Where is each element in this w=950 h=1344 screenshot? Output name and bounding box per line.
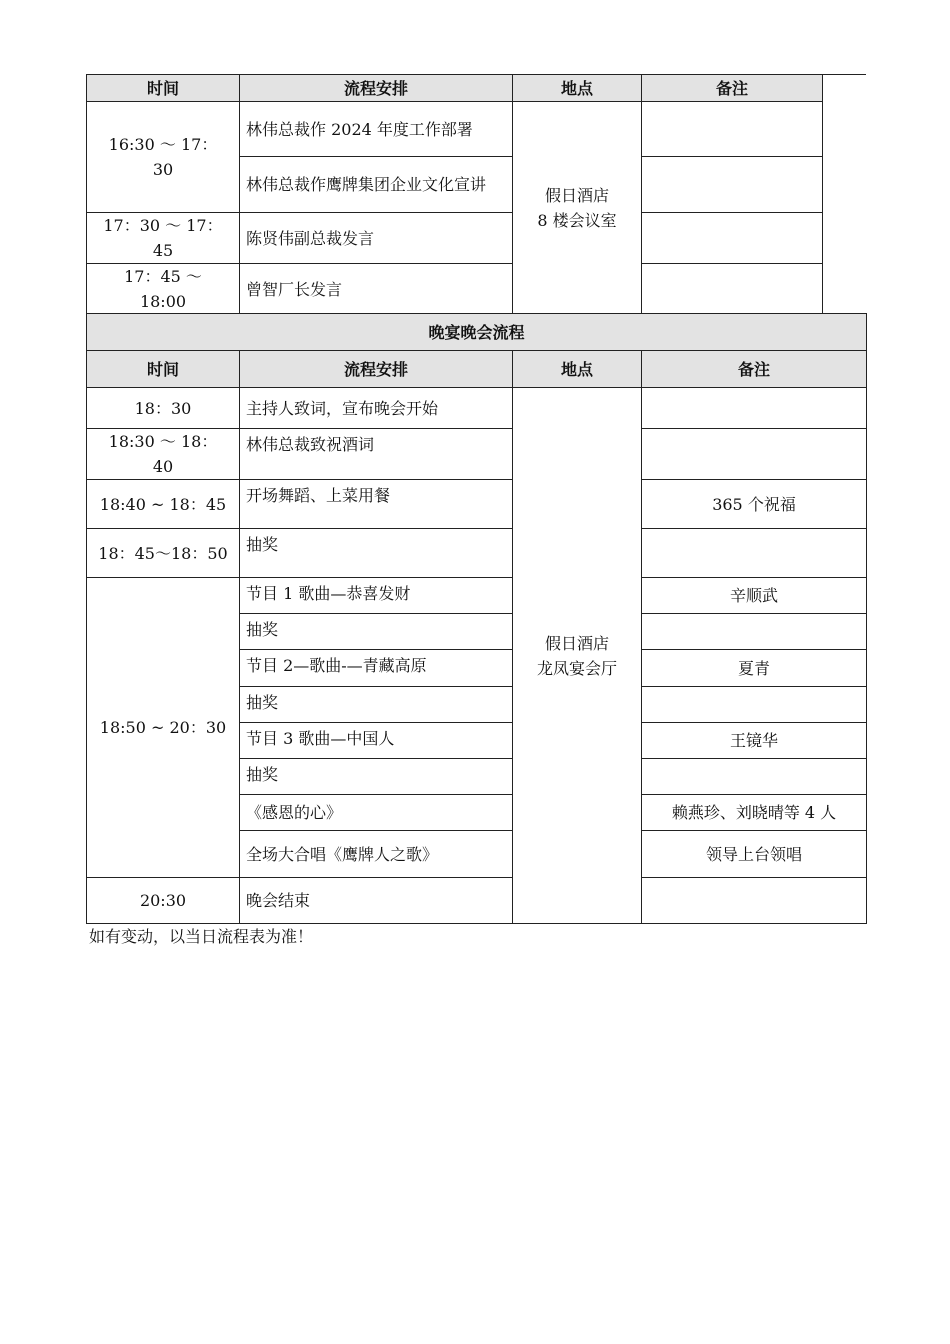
remark-cell: 夏青 <box>642 650 867 687</box>
program-cell: 抽奖 <box>240 687 513 723</box>
table-row <box>87 388 867 429</box>
time-line: 18:00 <box>139 292 187 311</box>
remark-cell <box>642 429 867 480</box>
time-cell <box>87 213 240 264</box>
program-cell: 开场舞蹈、上菜用餐 <box>240 480 513 529</box>
remark-cell <box>642 687 867 723</box>
remark-cell <box>642 878 867 924</box>
table-row <box>87 578 867 614</box>
time-line: 16:30 ～ 17： <box>108 135 218 154</box>
time-cell <box>87 429 240 480</box>
program-cell: 节目 3 歌曲—中国人 <box>240 723 513 759</box>
program-cell: 曾智厂长发言 <box>240 264 513 315</box>
table-row <box>87 878 867 924</box>
remark-cell <box>642 759 867 795</box>
header-time: 时间 <box>87 351 240 388</box>
table-row <box>87 213 867 264</box>
footnote: 如有变动，以当日流程表为准！ <box>89 927 314 946</box>
spacer <box>823 157 867 213</box>
time-cell: 18：45～18：50 <box>87 529 240 578</box>
remark-cell <box>642 388 867 429</box>
time-cell <box>87 102 240 213</box>
header-remark: 备注 <box>642 351 867 388</box>
program-cell: 节目 2—歌曲-—青藏高原 <box>240 650 513 687</box>
time-cell: 20:30 <box>87 878 240 924</box>
remark-cell: 王镜华 <box>642 723 867 759</box>
location-cell <box>513 102 642 315</box>
program-cell: 抽奖 <box>240 614 513 650</box>
program-cell: 主持人致词，宣布晚会开始 <box>240 388 513 429</box>
remark-cell <box>642 614 867 650</box>
location-line: 假日酒店 <box>544 633 609 653</box>
time-line: 30 <box>152 160 174 179</box>
spacer <box>823 75 867 102</box>
section-title: 晚宴晚会流程 <box>87 314 867 351</box>
remark-cell <box>642 213 823 264</box>
meeting-schedule-table <box>86 74 867 315</box>
header-location: 地点 <box>513 75 642 102</box>
program-cell: 节目 1 歌曲—恭喜发财 <box>240 578 513 614</box>
remark-cell <box>642 157 823 213</box>
table-row <box>87 480 867 529</box>
location-cell <box>513 388 642 924</box>
time-cell <box>87 264 240 315</box>
remark-cell: 365 个祝福 <box>642 480 867 529</box>
time-cell: 18:40 ~ 18：45 <box>87 480 240 529</box>
program-cell: 林伟总裁致祝酒词 <box>240 429 513 480</box>
program-cell: 林伟总裁作 2024 年度工作部署 <box>240 102 513 157</box>
time-line: 17：45 ～ <box>124 267 202 286</box>
remark-cell: 赖燕珍、刘晓晴等 4 人 <box>642 795 867 831</box>
table-row <box>87 102 867 157</box>
banquet-schedule-table <box>86 313 867 924</box>
spacer <box>823 102 867 157</box>
time-cell: 18:50 ~ 20：30 <box>87 578 240 878</box>
header-remark: 备注 <box>642 75 823 102</box>
header-location: 地点 <box>513 351 642 388</box>
time-cell: 18：30 <box>87 388 240 429</box>
program-cell: 晚会结束 <box>240 878 513 924</box>
time-line: 17：30 ～ 17： <box>103 216 223 235</box>
remark-cell <box>642 264 823 315</box>
program-cell: 抽奖 <box>240 529 513 578</box>
program-cell: 《感恩的心》 <box>240 795 513 831</box>
time-line: 18:30 ～ 18： <box>108 432 218 451</box>
program-cell: 抽奖 <box>240 759 513 795</box>
location-line: 龙凤宴会厅 <box>536 658 617 678</box>
remark-cell: 领导上台领唱 <box>642 831 867 878</box>
time-line: 45 <box>152 241 174 260</box>
header-time: 时间 <box>87 75 240 102</box>
header-program: 流程安排 <box>240 351 513 388</box>
table-row <box>87 429 867 480</box>
location-line: 8 楼会议室 <box>537 211 617 230</box>
remark-cell: 辛顺武 <box>642 578 867 614</box>
program-cell: 陈贤伟副总裁发言 <box>240 213 513 264</box>
table-row <box>87 529 867 578</box>
spacer <box>823 264 867 315</box>
table-row <box>87 264 867 315</box>
time-line: 40 <box>152 457 174 476</box>
program-cell: 林伟总裁作鹰牌集团企业文化宣讲 <box>240 157 513 213</box>
header-program: 流程安排 <box>240 75 513 102</box>
program-cell: 全场大合唱《鹰牌人之歌》 <box>240 831 513 878</box>
spacer <box>823 213 867 264</box>
location-line: 假日酒店 <box>544 186 609 205</box>
remark-cell <box>642 102 823 157</box>
remark-cell <box>642 529 867 578</box>
